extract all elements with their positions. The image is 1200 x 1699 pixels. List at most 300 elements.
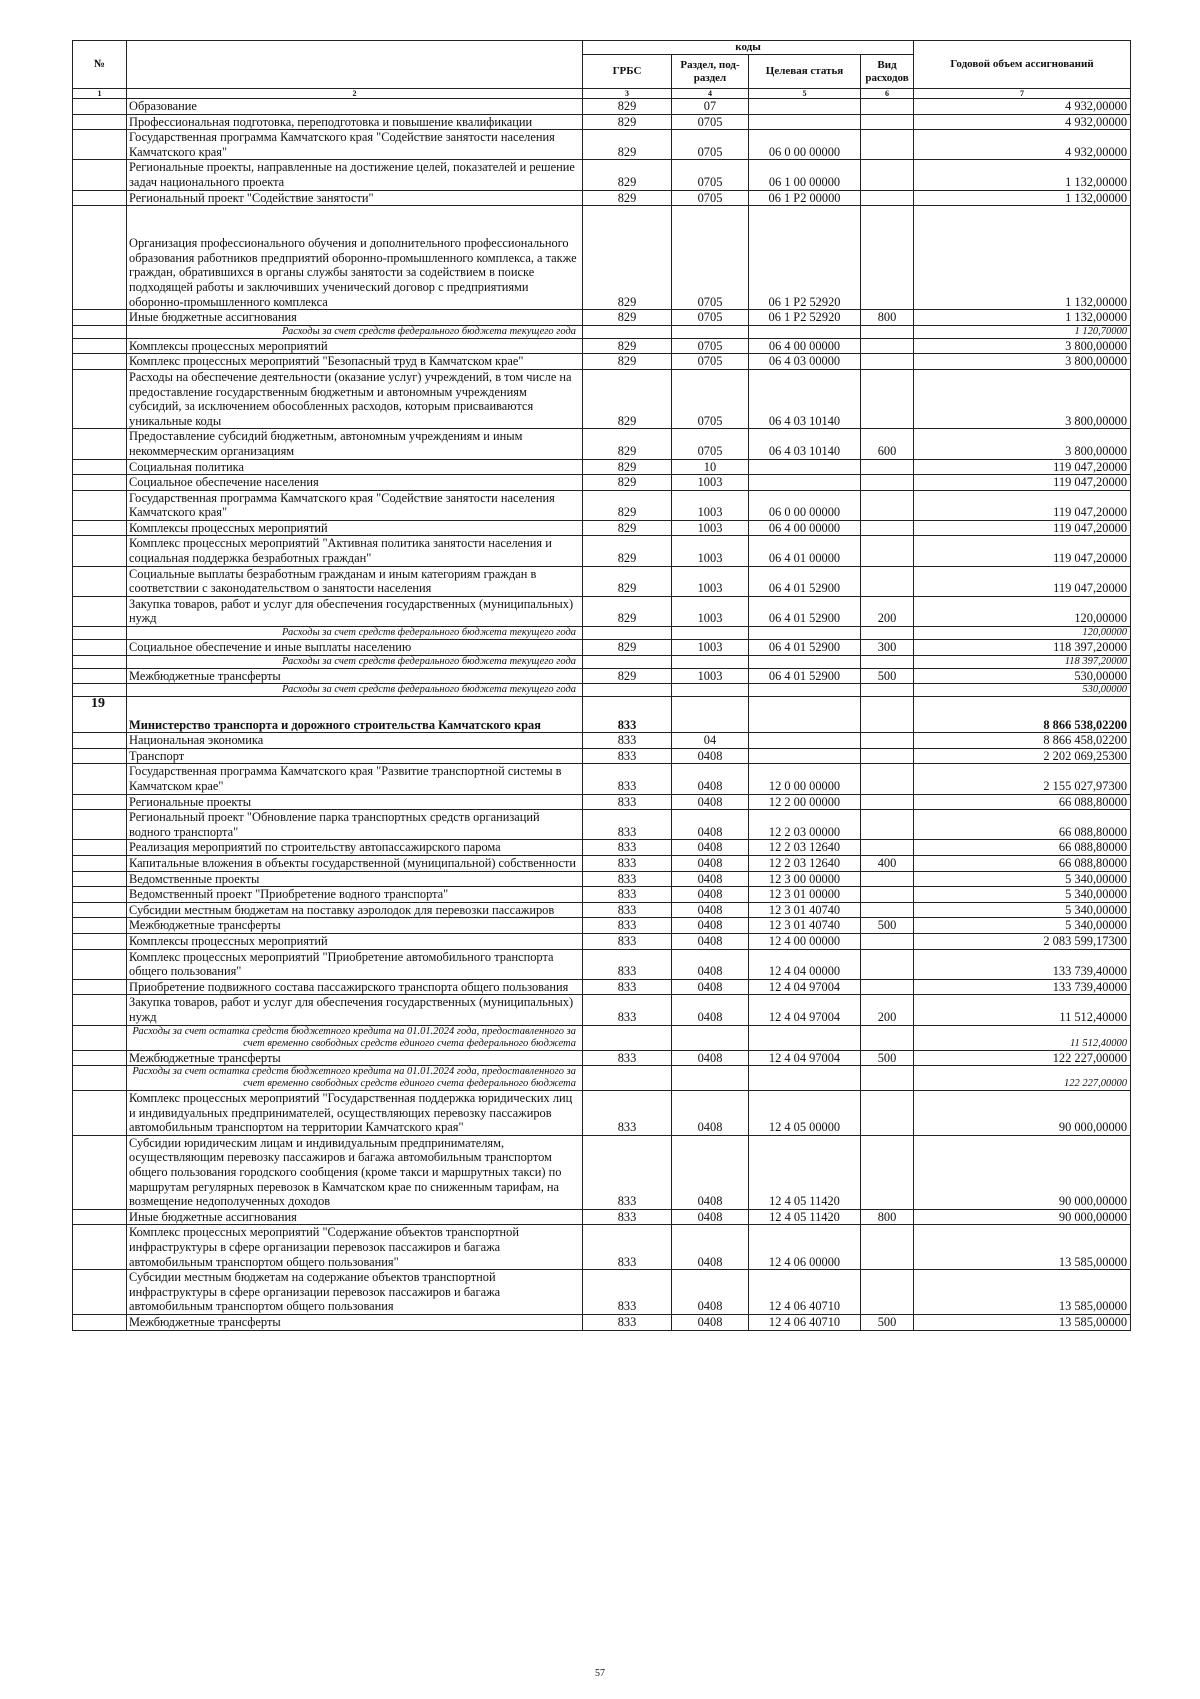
cell-expense-kind: 500	[861, 918, 914, 934]
cell-number	[73, 596, 127, 626]
cell-target-article: 12 4 04 00000	[749, 949, 861, 979]
cell-target-article: 06 0 00 00000	[749, 130, 861, 160]
table-row	[73, 902, 1131, 918]
cell-target-article: 12 4 04 97004	[749, 995, 861, 1025]
cell-grbs	[583, 325, 672, 338]
cell-section: 0705	[672, 310, 749, 326]
cell-target-article	[749, 99, 861, 115]
cell-number	[73, 949, 127, 979]
cell-description: Государственная программа Камчатского края "Развитие транспортной системы в Камчатском крае"	[127, 764, 583, 794]
cell-number	[73, 325, 127, 338]
cell-section: 0408	[672, 1050, 749, 1066]
column-number: 4	[672, 89, 749, 99]
cell-expense-kind	[861, 459, 914, 475]
cell-amount: 133 739,40000	[914, 949, 1131, 979]
cell-grbs: 833	[583, 697, 672, 733]
table-row	[73, 310, 1131, 326]
cell-amount: 4 932,00000	[914, 130, 1131, 160]
cell-expense-kind: 500	[861, 1050, 914, 1066]
column-number: 1	[73, 89, 127, 99]
cell-amount: 13 585,00000	[914, 1225, 1131, 1270]
cell-amount: 66 088,80000	[914, 855, 1131, 871]
table-row	[73, 887, 1131, 903]
cell-description: Расходы за счет средств федерального бюджета текущего года	[127, 655, 583, 668]
cell-target-article: 12 2 03 00000	[749, 810, 861, 840]
cell-amount: 4 932,00000	[914, 99, 1131, 115]
funding-note-row	[73, 684, 1131, 697]
cell-amount: 90 000,00000	[914, 1091, 1131, 1136]
cell-target-article: 06 4 03 10140	[749, 429, 861, 459]
table-row	[73, 160, 1131, 190]
column-number: 3	[583, 89, 672, 99]
header-target-article: Целевая статья	[749, 55, 861, 89]
cell-grbs: 829	[583, 668, 672, 684]
cell-target-article: 06 4 01 52900	[749, 668, 861, 684]
cell-grbs: 829	[583, 354, 672, 370]
cell-target-article: 06 4 01 52900	[749, 640, 861, 656]
table-row	[73, 536, 1131, 566]
cell-number: 19	[73, 697, 127, 733]
cell-target-article: 12 4 00 00000	[749, 933, 861, 949]
cell-amount: 119 047,20000	[914, 490, 1131, 520]
cell-number	[73, 99, 127, 115]
table-row	[73, 596, 1131, 626]
cell-description: Иные бюджетные ассигнования	[127, 310, 583, 326]
cell-expense-kind	[861, 325, 914, 338]
cell-target-article: 12 0 00 00000	[749, 764, 861, 794]
cell-expense-kind	[861, 655, 914, 668]
cell-target-article	[749, 1025, 861, 1050]
cell-amount: 122 227,00000	[914, 1050, 1131, 1066]
cell-number	[73, 369, 127, 428]
cell-description: Региональные проекты	[127, 794, 583, 810]
cell-number	[73, 1025, 127, 1050]
cell-number	[73, 627, 127, 640]
cell-amount: 8 866 538,02200	[914, 697, 1131, 733]
cell-description: Комплекс процессных мероприятий "Приобретение автомобильного транспорта общего пользования"	[127, 949, 583, 979]
cell-number	[73, 764, 127, 794]
table-row	[73, 1270, 1131, 1315]
table-row	[73, 459, 1131, 475]
cell-section: 04	[672, 733, 749, 749]
cell-description: Региональные проекты, направленные на достижение целей, показателей и решение задач национального проекта	[127, 160, 583, 190]
cell-amount: 1 132,00000	[914, 190, 1131, 206]
cell-number	[73, 475, 127, 491]
cell-amount: 13 585,00000	[914, 1315, 1131, 1331]
cell-description: Социальное обеспечение и иные выплаты населению	[127, 640, 583, 656]
cell-description: Комплексы процессных мероприятий	[127, 520, 583, 536]
cell-description: Образование	[127, 99, 583, 115]
cell-amount: 119 047,20000	[914, 566, 1131, 596]
table-row	[73, 354, 1131, 370]
cell-number	[73, 794, 127, 810]
cell-number	[73, 338, 127, 354]
cell-expense-kind	[861, 354, 914, 370]
cell-target-article: 06 4 00 00000	[749, 338, 861, 354]
cell-expense-kind	[861, 733, 914, 749]
cell-section: 1003	[672, 490, 749, 520]
column-number: 5	[749, 89, 861, 99]
cell-grbs: 833	[583, 748, 672, 764]
cell-description: Организация профессионального обучения и дополнительного профессионального образования работников предприятий оборонно-промышленного комплекса, а также граждан, обратившихся в органы службы занятости за содействием в поиске подходящей работы и заключивших ученический договор с предприятиями оборонно-промышленного комплекса	[127, 206, 583, 310]
cell-number	[73, 130, 127, 160]
header-expense-kind: Вид расходов	[861, 55, 914, 89]
cell-number	[73, 1135, 127, 1209]
cell-amount: 1 132,00000	[914, 160, 1131, 190]
cell-target-article	[749, 627, 861, 640]
cell-section: 0408	[672, 840, 749, 856]
cell-amount: 3 800,00000	[914, 354, 1131, 370]
cell-expense-kind: 400	[861, 855, 914, 871]
cell-description: Ведомственный проект "Приобретение водного транспорта"	[127, 887, 583, 903]
cell-section	[672, 325, 749, 338]
header-number: №	[73, 41, 127, 89]
cell-description: Межбюджетные трансферты	[127, 918, 583, 934]
cell-number	[73, 310, 127, 326]
cell-grbs: 833	[583, 840, 672, 856]
cell-grbs: 829	[583, 338, 672, 354]
cell-number	[73, 933, 127, 949]
table-row	[73, 640, 1131, 656]
cell-grbs	[583, 1066, 672, 1091]
cell-grbs: 829	[583, 160, 672, 190]
cell-description: Расходы на обеспечение деятельности (оказание услуг) учреждений, в том числе на предоставление государственным бюджетным и автономным учреждениям субсидий, за исключением обособленных расходов, которым присваиваются уникальные коды	[127, 369, 583, 428]
cell-section: 0705	[672, 429, 749, 459]
cell-expense-kind	[861, 1091, 914, 1136]
cell-target-article: 06 1 P2 52920	[749, 310, 861, 326]
table-row	[73, 338, 1131, 354]
cell-target-article	[749, 325, 861, 338]
cell-target-article: 12 4 05 00000	[749, 1091, 861, 1136]
cell-section: 1003	[672, 520, 749, 536]
cell-expense-kind	[861, 520, 914, 536]
cell-target-article: 06 4 01 52900	[749, 566, 861, 596]
cell-number	[73, 1091, 127, 1136]
cell-amount: 66 088,80000	[914, 810, 1131, 840]
cell-target-article: 12 3 01 00000	[749, 887, 861, 903]
cell-amount: 1 132,00000	[914, 206, 1131, 310]
column-number: 6	[861, 89, 914, 99]
cell-expense-kind: 500	[861, 668, 914, 684]
cell-description: Социальное обеспечение населения	[127, 475, 583, 491]
cell-description: Расходы за счет остатка средств бюджетного кредита на 01.01.2024 года, предоставленного за счет временно свободных средств единого счета федерального бюджета	[127, 1025, 583, 1050]
funding-note-row	[73, 325, 1131, 338]
cell-target-article: 12 4 06 40710	[749, 1270, 861, 1315]
table-row	[73, 855, 1131, 871]
cell-grbs: 829	[583, 190, 672, 206]
table-row	[73, 979, 1131, 995]
cell-number	[73, 206, 127, 310]
cell-description: Реализация мероприятий по строительству автопассажирского парома	[127, 840, 583, 856]
cell-description: Расходы за счет средств федерального бюджета текущего года	[127, 325, 583, 338]
cell-description: Комплекс процессных мероприятий "Государственная поддержка юридических лиц и индивидуальных предпринимателей, осуществляющих перевозку пассажиров автомобильным транспортом на территории Камчатского края"	[127, 1091, 583, 1136]
cell-expense-kind	[861, 684, 914, 697]
header-description	[127, 41, 583, 89]
table-row	[73, 490, 1131, 520]
cell-description: Капитальные вложения в объекты государственной (муниципальной) собственности	[127, 855, 583, 871]
cell-expense-kind	[861, 99, 914, 115]
cell-amount: 3 800,00000	[914, 369, 1131, 428]
cell-target-article: 12 2 03 12640	[749, 855, 861, 871]
table-row	[73, 1050, 1131, 1066]
cell-number	[73, 160, 127, 190]
cell-grbs: 829	[583, 459, 672, 475]
cell-grbs: 833	[583, 902, 672, 918]
cell-target-article: 12 4 05 11420	[749, 1135, 861, 1209]
cell-target-article	[749, 733, 861, 749]
cell-number	[73, 1225, 127, 1270]
cell-grbs	[583, 1025, 672, 1050]
cell-expense-kind	[861, 748, 914, 764]
cell-amount: 122 227,00000	[914, 1066, 1131, 1091]
cell-section: 0408	[672, 949, 749, 979]
funding-note-row	[73, 1025, 1131, 1050]
cell-target-article	[749, 684, 861, 697]
cell-number	[73, 640, 127, 656]
cell-section	[672, 697, 749, 733]
cell-expense-kind: 200	[861, 596, 914, 626]
cell-amount: 119 047,20000	[914, 520, 1131, 536]
table-row	[73, 668, 1131, 684]
cell-section: 0705	[672, 114, 749, 130]
table-row	[73, 949, 1131, 979]
cell-description: Субсидии юридическим лицам и индивидуальным предпринимателям, осуществляющим перевозку пассажиров и багажа автомобильным транспортом общего пользования городского сообщения (кроме такси и маршрутных такси) по маршрутам регулярных перевозок в Камчатском крае по сниженным тарифам, на возмещение недополученных доходов	[127, 1135, 583, 1209]
cell-expense-kind	[861, 1066, 914, 1091]
cell-grbs: 829	[583, 596, 672, 626]
cell-section: 0408	[672, 1315, 749, 1331]
cell-amount: 530,00000	[914, 684, 1131, 697]
cell-expense-kind	[861, 114, 914, 130]
column-number: 2	[127, 89, 583, 99]
cell-number	[73, 1050, 127, 1066]
cell-grbs: 829	[583, 566, 672, 596]
cell-grbs: 829	[583, 310, 672, 326]
cell-target-article	[749, 475, 861, 491]
cell-grbs: 829	[583, 536, 672, 566]
table-row	[73, 918, 1131, 934]
cell-description: Приобретение подвижного состава пассажирского транспорта общего пользования	[127, 979, 583, 995]
cell-section	[672, 627, 749, 640]
cell-grbs	[583, 627, 672, 640]
cell-description: Межбюджетные трансферты	[127, 1315, 583, 1331]
cell-amount: 120,00000	[914, 627, 1131, 640]
cell-description: Субсидии местным бюджетам на содержание объектов транспортной инфраструктуры в сфере организации перевозок пассажиров и багажа автомобильным транспортом общего пользования	[127, 1270, 583, 1315]
cell-number	[73, 684, 127, 697]
cell-section: 0408	[672, 748, 749, 764]
cell-target-article: 06 4 03 10140	[749, 369, 861, 428]
cell-amount: 2 083 599,17300	[914, 933, 1131, 949]
cell-grbs: 833	[583, 949, 672, 979]
cell-description: Министерство транспорта и дорожного строительства Камчатского края	[127, 697, 583, 733]
cell-number	[73, 668, 127, 684]
cell-description: Комплекс процессных мероприятий "Содержание объектов транспортной инфраструктуры в сфере организации перевозок пассажиров и багажа автомобильным транспортом общего пользования"	[127, 1225, 583, 1270]
cell-section: 0408	[672, 1270, 749, 1315]
cell-expense-kind	[861, 490, 914, 520]
cell-description: Расходы за счет остатка средств бюджетного кредита на 01.01.2024 года, предоставленного за счет временно свободных средств единого счета федерального бюджета	[127, 1066, 583, 1091]
cell-expense-kind	[861, 764, 914, 794]
cell-section: 1003	[672, 475, 749, 491]
cell-number	[73, 459, 127, 475]
cell-grbs: 833	[583, 1209, 672, 1225]
cell-expense-kind: 800	[861, 1209, 914, 1225]
cell-grbs: 833	[583, 918, 672, 934]
cell-grbs: 829	[583, 520, 672, 536]
table-row	[73, 697, 1131, 733]
cell-section	[672, 684, 749, 697]
cell-section: 0408	[672, 902, 749, 918]
cell-expense-kind	[861, 887, 914, 903]
cell-expense-kind	[861, 1135, 914, 1209]
table-row	[73, 429, 1131, 459]
cell-description: Субсидии местным бюджетам на поставку аэролодок для перевозки пассажиров	[127, 902, 583, 918]
cell-target-article: 06 1 00 00000	[749, 160, 861, 190]
cell-target-article: 12 2 03 12640	[749, 840, 861, 856]
table-row	[73, 369, 1131, 428]
cell-grbs: 833	[583, 855, 672, 871]
cell-target-article	[749, 655, 861, 668]
cell-grbs: 829	[583, 206, 672, 310]
cell-target-article: 06 0 00 00000	[749, 490, 861, 520]
cell-section	[672, 1025, 749, 1050]
cell-description: Закупка товаров, работ и услуг для обеспечения государственных (муниципальных) нужд	[127, 995, 583, 1025]
cell-amount: 4 932,00000	[914, 114, 1131, 130]
cell-amount: 5 340,00000	[914, 887, 1131, 903]
cell-expense-kind	[861, 871, 914, 887]
column-number: 7	[914, 89, 1131, 99]
cell-number	[73, 1066, 127, 1091]
cell-expense-kind	[861, 979, 914, 995]
cell-description: Национальная экономика	[127, 733, 583, 749]
cell-amount: 11 512,40000	[914, 1025, 1131, 1050]
table-row	[73, 933, 1131, 949]
cell-expense-kind	[861, 794, 914, 810]
cell-description: Комплексы процессных мероприятий	[127, 338, 583, 354]
cell-amount: 118 397,20000	[914, 655, 1131, 668]
table-row	[73, 1225, 1131, 1270]
cell-grbs: 829	[583, 490, 672, 520]
cell-section: 0408	[672, 1225, 749, 1270]
cell-amount: 2 155 027,97300	[914, 764, 1131, 794]
cell-target-article: 12 3 01 40740	[749, 902, 861, 918]
cell-target-article: 06 1 P2 00000	[749, 190, 861, 206]
table-row	[73, 99, 1131, 115]
cell-target-article: 12 2 00 00000	[749, 794, 861, 810]
cell-section: 07	[672, 99, 749, 115]
column-number-row	[73, 89, 1131, 99]
cell-target-article: 06 4 00 00000	[749, 520, 861, 536]
cell-section: 0408	[672, 979, 749, 995]
cell-target-article	[749, 459, 861, 475]
cell-section: 0408	[672, 855, 749, 871]
header-annual-volume: Годовой объем ассигнований	[914, 41, 1131, 89]
table-row	[73, 733, 1131, 749]
cell-grbs: 829	[583, 475, 672, 491]
table-row	[73, 114, 1131, 130]
cell-section: 0408	[672, 995, 749, 1025]
cell-expense-kind: 500	[861, 1315, 914, 1331]
cell-expense-kind	[861, 190, 914, 206]
cell-number	[73, 902, 127, 918]
table-row	[73, 810, 1131, 840]
cell-expense-kind	[861, 369, 914, 428]
cell-section: 0408	[672, 887, 749, 903]
cell-grbs: 833	[583, 794, 672, 810]
cell-expense-kind: 200	[861, 995, 914, 1025]
cell-number	[73, 114, 127, 130]
cell-expense-kind	[861, 810, 914, 840]
cell-grbs	[583, 655, 672, 668]
cell-number	[73, 1315, 127, 1331]
cell-expense-kind	[861, 1025, 914, 1050]
table-row	[73, 475, 1131, 491]
header-grbs: ГРБС	[583, 55, 672, 89]
cell-description: Социальная политика	[127, 459, 583, 475]
cell-expense-kind	[861, 206, 914, 310]
cell-grbs: 833	[583, 887, 672, 903]
cell-grbs: 833	[583, 933, 672, 949]
cell-amount: 8 866 458,02200	[914, 733, 1131, 749]
cell-section: 10	[672, 459, 749, 475]
cell-description: Социальные выплаты безработным гражданам и иным категориям граждан в соответствии с законодательством о занятости населения	[127, 566, 583, 596]
cell-description: Межбюджетные трансферты	[127, 1050, 583, 1066]
cell-expense-kind: 300	[861, 640, 914, 656]
cell-grbs: 833	[583, 979, 672, 995]
cell-number	[73, 354, 127, 370]
cell-expense-kind: 600	[861, 429, 914, 459]
cell-description: Государственная программа Камчатского края "Содействие занятости населения Камчатского края"	[127, 130, 583, 160]
cell-grbs: 833	[583, 871, 672, 887]
cell-grbs: 833	[583, 1091, 672, 1136]
table-row	[73, 1315, 1131, 1331]
cell-section: 0408	[672, 918, 749, 934]
cell-description: Расходы за счет средств федерального бюджета текущего года	[127, 627, 583, 640]
cell-section: 0408	[672, 1209, 749, 1225]
table-row	[73, 995, 1131, 1025]
cell-amount: 530,00000	[914, 668, 1131, 684]
cell-grbs: 829	[583, 99, 672, 115]
cell-description: Региональный проект "Содействие занятости"	[127, 190, 583, 206]
budget-table	[72, 40, 1131, 1331]
cell-expense-kind	[861, 949, 914, 979]
cell-expense-kind	[861, 130, 914, 160]
cell-expense-kind	[861, 902, 914, 918]
cell-amount: 11 512,40000	[914, 995, 1131, 1025]
cell-number	[73, 918, 127, 934]
cell-target-article: 12 4 06 00000	[749, 1225, 861, 1270]
cell-number	[73, 429, 127, 459]
cell-grbs: 833	[583, 810, 672, 840]
cell-amount: 90 000,00000	[914, 1209, 1131, 1225]
cell-number	[73, 979, 127, 995]
cell-section: 1003	[672, 536, 749, 566]
cell-expense-kind	[861, 338, 914, 354]
cell-grbs: 833	[583, 1135, 672, 1209]
cell-number	[73, 1270, 127, 1315]
cell-grbs: 833	[583, 995, 672, 1025]
table-row	[73, 748, 1131, 764]
cell-target-article: 12 4 05 11420	[749, 1209, 861, 1225]
cell-section: 0705	[672, 206, 749, 310]
cell-section: 1003	[672, 566, 749, 596]
cell-description: Закупка товаров, работ и услуг для обеспечения государственных (муниципальных) нужд	[127, 596, 583, 626]
cell-section: 0408	[672, 871, 749, 887]
cell-amount: 66 088,80000	[914, 794, 1131, 810]
table-row	[73, 764, 1131, 794]
cell-target-article: 12 3 01 40740	[749, 918, 861, 934]
cell-description: Комплекс процессных мероприятий "Безопасный труд в Камчатском крае"	[127, 354, 583, 370]
cell-target-article	[749, 114, 861, 130]
cell-section: 0705	[672, 160, 749, 190]
